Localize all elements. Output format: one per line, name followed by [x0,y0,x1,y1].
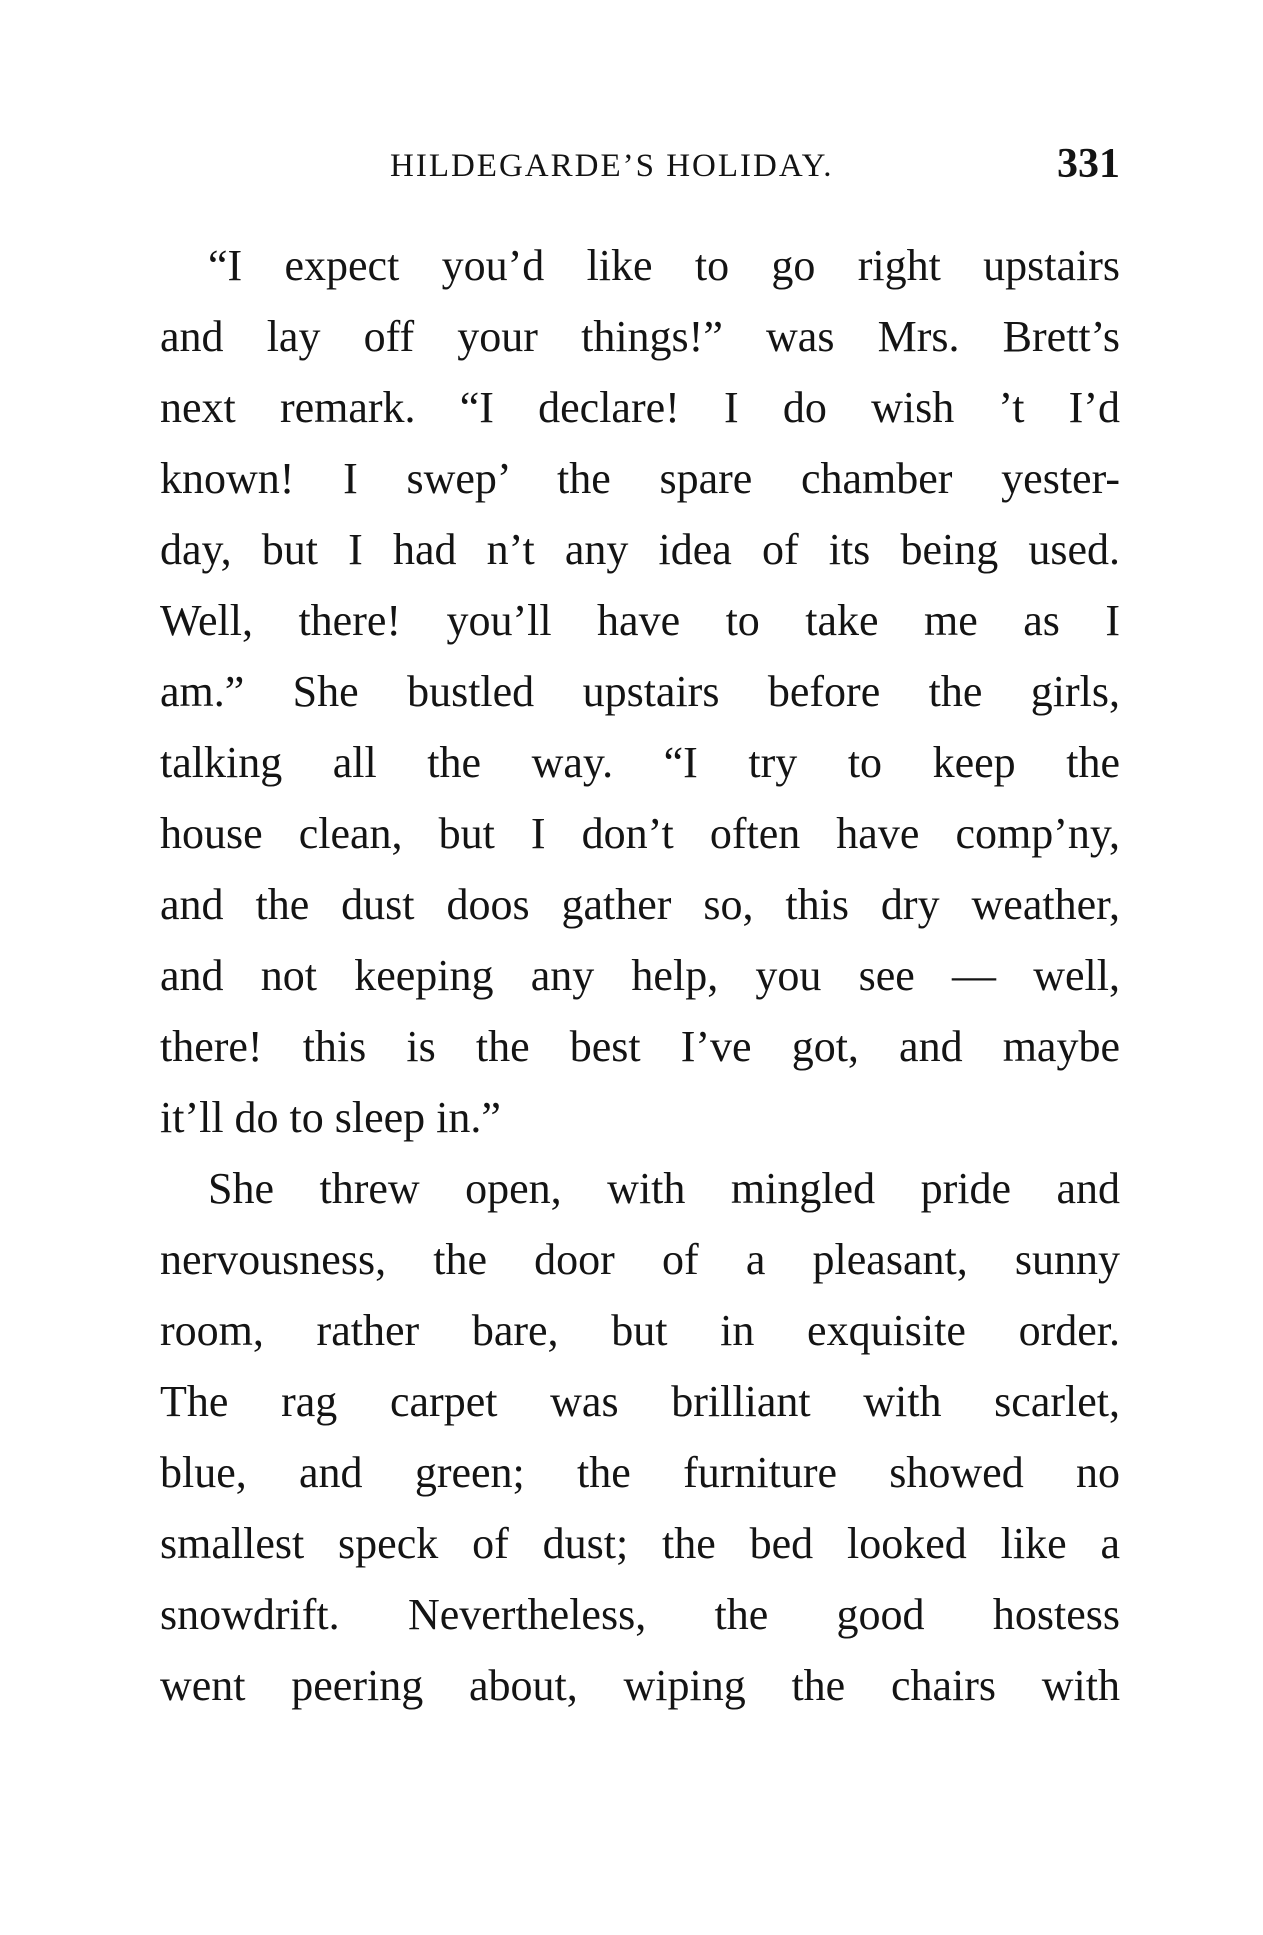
text-line: there! this is the best I’ve got, and maybe [160,1022,1120,1071]
page-number: 331 [1057,141,1120,187]
text-line: it’ll do to sleep in.” [160,1093,501,1142]
text-line: “I expect you’d like to go right upstairs [208,241,1120,290]
text-line: nervousness, the door of a pleasant, sunny [160,1235,1120,1284]
text-line: went peering about, wiping the chairs with [160,1661,1120,1710]
text-line: known! I swep’ the spare chamber yester- [160,454,1120,503]
text-line: am.” She bustled upstairs before the girls, [160,667,1120,716]
text-line: day, but I had n’t any idea of its being used. [160,525,1120,574]
text-line: smallest speck of dust; the bed looked like a [160,1519,1120,1568]
running-title: HILDEGARDE’S HOLIDAY. [390,148,834,184]
text-line: next remark. “I declare! I do wish ’t I’d [160,383,1120,432]
text-line: The rag carpet was brilliant with scarlet, [160,1377,1120,1426]
text-line: and not keeping any help, you see — well, [160,951,1120,1000]
text-line: blue, and green; the furniture showed no [160,1448,1120,1497]
text-line: She threw open, with mingled pride and [208,1164,1120,1213]
text-line: and lay off your things!” was Mrs. Brett’s [160,312,1120,361]
text-line: Well, there! you’ll have to take me as I [160,596,1120,645]
text-line: talking all the way. “I try to keep the [160,738,1120,787]
text-line: snowdrift. Nevertheless, the good hostess [160,1590,1120,1639]
text-line: house clean, but I don’t often have comp’ny, [160,809,1120,858]
body-text [160,230,1120,1721]
page-header [160,140,1120,190]
text-line: room, rather bare, but in exquisite order. [160,1306,1120,1355]
text-line: and the dust doos gather so, this dry weather, [160,880,1120,929]
